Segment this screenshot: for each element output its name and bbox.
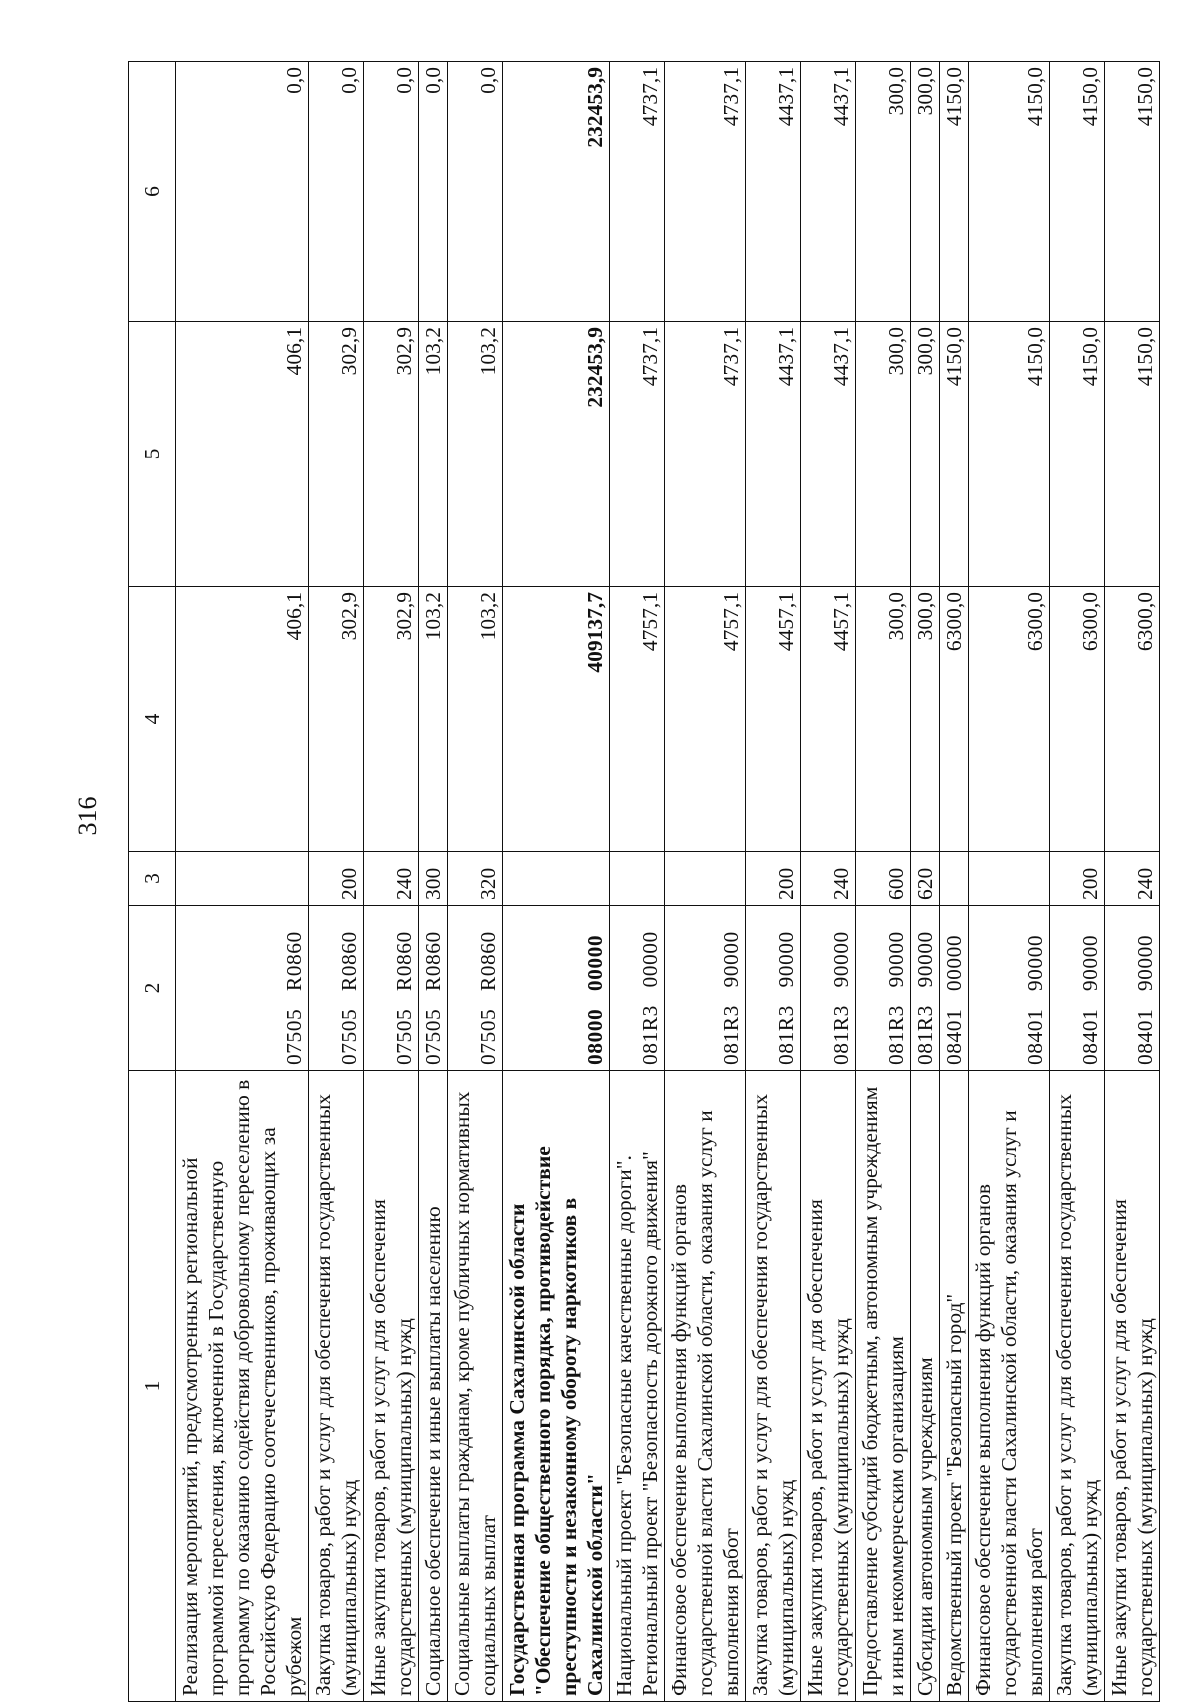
- row-value-col6: 0,0: [419, 62, 448, 322]
- rotated-table-wrapper: [128, 62, 1157, 1702]
- row-description: Ведомственный проект "Безопасный город": [940, 1071, 969, 1702]
- row-value-col4: 300,0: [856, 587, 911, 852]
- row-value-col5: 4437,1: [746, 322, 801, 587]
- row-description: Закупка товаров, работ и услуг для обеспечения государственных (муниципальных) нужд: [1050, 1071, 1105, 1702]
- row-value-col5: 4737,1: [610, 322, 665, 587]
- table-row: [419, 62, 448, 1702]
- row-target-article-code: 08401 00000: [940, 906, 969, 1071]
- row-value-col5: 302,9: [364, 322, 419, 587]
- row-target-article-code: 08401 90000: [1050, 906, 1105, 1071]
- row-description: Закупка товаров, работ и услуг для обеспечения государственных (муниципальных) нужд: [309, 1071, 364, 1702]
- row-value-col4: 300,0: [911, 587, 940, 852]
- row-value-col6: 4150,0: [969, 62, 1050, 322]
- row-value-col6: 0,0: [364, 62, 419, 322]
- row-description: Иные закупки товаров, работ и услуг для обеспечения государственных (муниципальных) нужд: [801, 1071, 856, 1702]
- row-value-col4: 103,2: [448, 587, 503, 852]
- row-description: Национальный проект "Безопасные качественные дороги". Региональный проект "Безопасность дорожного движения": [610, 1071, 665, 1702]
- row-expense-type-code: 200: [309, 852, 364, 906]
- row-value-col6: 0,0: [448, 62, 503, 322]
- row-value-col4: 4457,1: [801, 587, 856, 852]
- row-target-article-code: 081R3 90000: [801, 906, 856, 1071]
- column-header: 1: [129, 1071, 176, 1702]
- row-value-col5: 4150,0: [940, 322, 969, 587]
- row-expense-type-code: [940, 852, 969, 906]
- row-value-col4: 4757,1: [665, 587, 746, 852]
- table-row: [969, 62, 1050, 1702]
- row-value-col4: 4757,1: [610, 587, 665, 852]
- row-target-article-code: 081R3 90000: [856, 906, 911, 1071]
- row-value-col6: 4150,0: [1050, 62, 1105, 322]
- row-value-col5: 103,2: [448, 322, 503, 587]
- row-value-col4: 6300,0: [940, 587, 969, 852]
- row-expense-type-code: [969, 852, 1050, 906]
- page-number: 316: [73, 796, 102, 836]
- row-value-col6: 300,0: [911, 62, 940, 322]
- row-expense-type-code: 620: [911, 852, 940, 906]
- table-row: [364, 62, 419, 1702]
- table-row: [746, 62, 801, 1702]
- row-target-article-code: 07505 R0860: [419, 906, 448, 1071]
- row-target-article-code: 081R3 90000: [746, 906, 801, 1071]
- table-row: [856, 62, 911, 1702]
- row-expense-type-code: 240: [1105, 852, 1160, 906]
- column-header: 5: [129, 322, 176, 587]
- row-value-col6: 232453,9: [503, 62, 610, 322]
- row-value-col5: 300,0: [856, 322, 911, 587]
- row-description: Финансовое обеспечение выполнения функций органов государственной власти Сахалинской области, оказания услуг и выполнения работ: [969, 1071, 1050, 1702]
- row-description: Социальное обеспечение и иные выплаты населению: [419, 1071, 448, 1702]
- column-header: 4: [129, 587, 176, 852]
- column-header: 3: [129, 852, 176, 906]
- table-row: [1050, 62, 1105, 1702]
- row-value-col5: 300,0: [911, 322, 940, 587]
- row-value-col4: 409137,7: [503, 587, 610, 852]
- row-target-article-code: 08000 00000: [503, 906, 610, 1071]
- row-value-col5: 4150,0: [1050, 322, 1105, 587]
- row-description: Закупка товаров, работ и услуг для обеспечения государственных (муниципальных) нужд: [746, 1071, 801, 1702]
- row-expense-type-code: 200: [746, 852, 801, 906]
- table-row: [911, 62, 940, 1702]
- row-value-col4: 6300,0: [1105, 587, 1160, 852]
- row-value-col6: 4737,1: [610, 62, 665, 322]
- row-value-col5: 4150,0: [1105, 322, 1160, 587]
- row-description: Социальные выплаты гражданам, кроме публичных нормативных социальных выплат: [448, 1071, 503, 1702]
- row-value-col6: 4737,1: [665, 62, 746, 322]
- row-expense-type-code: [503, 852, 610, 906]
- row-target-article-code: 07505 R0860: [448, 906, 503, 1071]
- table-row: [940, 62, 969, 1702]
- row-expense-type-code: [176, 852, 309, 906]
- row-expense-type-code: 600: [856, 852, 911, 906]
- row-target-article-code: 081R3 00000: [610, 906, 665, 1071]
- row-value-col6: 4437,1: [801, 62, 856, 322]
- table-row: [665, 62, 746, 1702]
- row-value-col4: 302,9: [364, 587, 419, 852]
- row-value-col5: 103,2: [419, 322, 448, 587]
- row-value-col6: 0,0: [176, 62, 309, 322]
- row-value-col5: 4437,1: [801, 322, 856, 587]
- row-expense-type-code: 320: [448, 852, 503, 906]
- row-expense-type-code: 240: [801, 852, 856, 906]
- row-value-col5: 302,9: [309, 322, 364, 587]
- row-value-col4: 6300,0: [969, 587, 1050, 852]
- row-expense-type-code: [610, 852, 665, 906]
- row-value-col4: 6300,0: [1050, 587, 1105, 852]
- row-description: Иные закупки товаров, работ и услуг для обеспечения государственных (муниципальных) нужд: [1105, 1071, 1160, 1702]
- row-target-article-code: 081R3 90000: [911, 906, 940, 1071]
- row-expense-type-code: [665, 852, 746, 906]
- row-value-col6: 0,0: [309, 62, 364, 322]
- row-expense-type-code: 240: [364, 852, 419, 906]
- row-target-article-code: 08401 90000: [1105, 906, 1160, 1071]
- table-row: [801, 62, 856, 1702]
- row-target-article-code: 07505 R0860: [176, 906, 309, 1071]
- row-value-col6: 4150,0: [940, 62, 969, 322]
- row-value-col6: 4437,1: [746, 62, 801, 322]
- row-description: Государственная программа Сахалинской области "Обеспечение общественного порядка, противодействие преступности и незаконному обороту наркотиков в Сахалинской области": [503, 1071, 610, 1702]
- row-value-col4: 302,9: [309, 587, 364, 852]
- row-value-col6: 4150,0: [1105, 62, 1160, 322]
- column-header: 6: [129, 62, 176, 322]
- column-header: 2: [129, 906, 176, 1071]
- table-row: [610, 62, 665, 1702]
- table-header-row: [129, 62, 176, 1702]
- row-expense-type-code: 300: [419, 852, 448, 906]
- row-value-col5: 406,1: [176, 322, 309, 587]
- row-value-col4: 406,1: [176, 587, 309, 852]
- row-value-col5: 4150,0: [969, 322, 1050, 587]
- row-description: Иные закупки товаров, работ и услуг для обеспечения государственных (муниципальных) нужд: [364, 1071, 419, 1702]
- table-row: [176, 62, 309, 1702]
- row-description: Финансовое обеспечение выполнения функций органов государственной власти Сахалинской области, оказания услуг и выполнения работ: [665, 1071, 746, 1702]
- table-row: [448, 62, 503, 1702]
- table-body: [176, 62, 1160, 1702]
- table-row: [1105, 62, 1160, 1702]
- table-row: [503, 62, 610, 1702]
- row-description: Реализация мероприятий, предусмотренных региональной программой переселения, включенной в Государственную программу по оказанию содействия добровольному переселению в Российскую Федерацию соотечественников, проживающих за рубежом: [176, 1071, 309, 1702]
- row-expense-type-code: 200: [1050, 852, 1105, 906]
- row-description: Предоставление субсидий бюджетным, автономным учреждениям и иным некоммерческим организациям: [856, 1071, 911, 1702]
- budget-table: [128, 61, 1160, 1702]
- row-value-col5: 232453,9: [503, 322, 610, 587]
- table-row: [309, 62, 364, 1702]
- row-value-col5: 4737,1: [665, 322, 746, 587]
- row-target-article-code: 07505 R0860: [309, 906, 364, 1071]
- row-target-article-code: 07505 R0860: [364, 906, 419, 1071]
- row-description: Субсидии автономным учреждениям: [911, 1071, 940, 1702]
- row-value-col6: 300,0: [856, 62, 911, 322]
- row-value-col4: 4457,1: [746, 587, 801, 852]
- row-target-article-code: 08401 90000: [969, 906, 1050, 1071]
- row-value-col4: 103,2: [419, 587, 448, 852]
- row-target-article-code: 081R3 90000: [665, 906, 746, 1071]
